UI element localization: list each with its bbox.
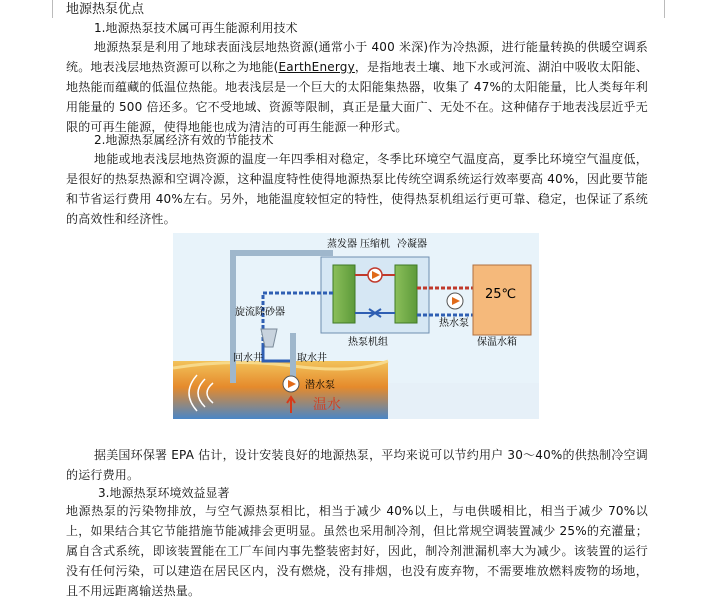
epa-paragraph: 据美国环保署 EPA 估计，设计安装良好的地源热泵，平均来说可以节约用户 30～40%的供热制冷空调的运行费用。 [66, 448, 648, 482]
section-1-text-b: ，是指地表土壤、地下水或河流、湖泊中吸收太阳能、地热能而蕴藏的低温位热能。地表浅层是一个巨大的太阳能集热器，收集了 47%的太阳能量，比人类每年利用能量的 500 倍还多。它不受地域、资源等限制，真正是量大面广、无处不在。这种储存于地表浅层近乎无限的可再生能源，使得地能也成为清洁的可再生能源一种形式。 [66, 60, 648, 134]
label-condenser: 冷凝器 [397, 239, 427, 250]
label-compressor: 压缩机 [360, 239, 390, 250]
section-1-heading: 1.地源热泵技术属可再生能源利用技术 [94, 21, 298, 35]
label-water-tank: 保温水箱 [477, 337, 517, 348]
ground-right [388, 383, 539, 419]
label-sand-remover: 旋流除砂器 [235, 307, 285, 318]
label-evaporator: 蒸发器 [327, 239, 357, 250]
page-title: 地源热泵优点 [66, 2, 145, 17]
label-submersible-pump: 潜水泵 [305, 380, 335, 391]
section-1-text-a: 地源热泵是利用了地球表面浅层地热资源(通常小于 400 米深)作为冷热源，进行能量转换的供暖空调系统。地表浅层地热资源可以称之为地能( [66, 40, 648, 74]
label-warm-water: 温水 [313, 397, 341, 413]
label-supply-well: 取水井 [297, 353, 327, 364]
condenser-coil [395, 265, 417, 323]
label-return-well: 回水井 [233, 353, 263, 364]
label-tank-temperature: 25℃ [485, 287, 517, 302]
section-3-paragraph: 地源热泵的污染物排放，与空气源热泵相比，相当于减少 40%以上，与电供暖相比，相当于减少 70%以上，如果结合其它节能措施节能减排会更明显。虽然也采用制冷剂，但比常规空调装置减少 25%的充灌量；属自含式系统，即该装置能在工厂车间内事先整装密封好，因此，制冷剂泄漏机率大为减少。该装置的运行没有任何污染，可以建造在居民区内，没有燃烧，没有排烟，也没有废弃物，不需要堆放燃料废物的场地，且不用远距离输送热量。 [66, 504, 648, 598]
margin-mark-left [52, 0, 53, 18]
ground-source-heat-pump-diagram [173, 233, 539, 419]
section-2-paragraph: 地能或地表浅层地热资源的温度一年四季相对稳定，冬季比环境空气温度高，夏季比环境空气温度低，是很好的热泵热源和空调冷源，这种温度特性使得地源热泵比传统空调系统运行效率要高 40%，因此要节能和节省运行费用 40%左右。另外，地能温度较恒定的特性，使得热泵机组运行更可靠、稳定，也保证了系统的高效性和经济性。 [66, 152, 648, 226]
section-2-heading: 2.地源热泵属经济有效的节能技术 [94, 133, 274, 147]
earth-energy-link[interactable]: EarthEnergy [278, 60, 355, 74]
margin-mark-right [664, 0, 665, 18]
section-3-heading: 3.地源热泵环境效益显著 [98, 486, 230, 500]
section-1-paragraph [66, 37, 648, 137]
evaporator-coil [333, 265, 355, 323]
label-hot-water-pump: 热水泵 [439, 318, 469, 329]
label-heat-pump-unit: 热泵机组 [348, 337, 388, 348]
ground-layer [173, 361, 388, 419]
